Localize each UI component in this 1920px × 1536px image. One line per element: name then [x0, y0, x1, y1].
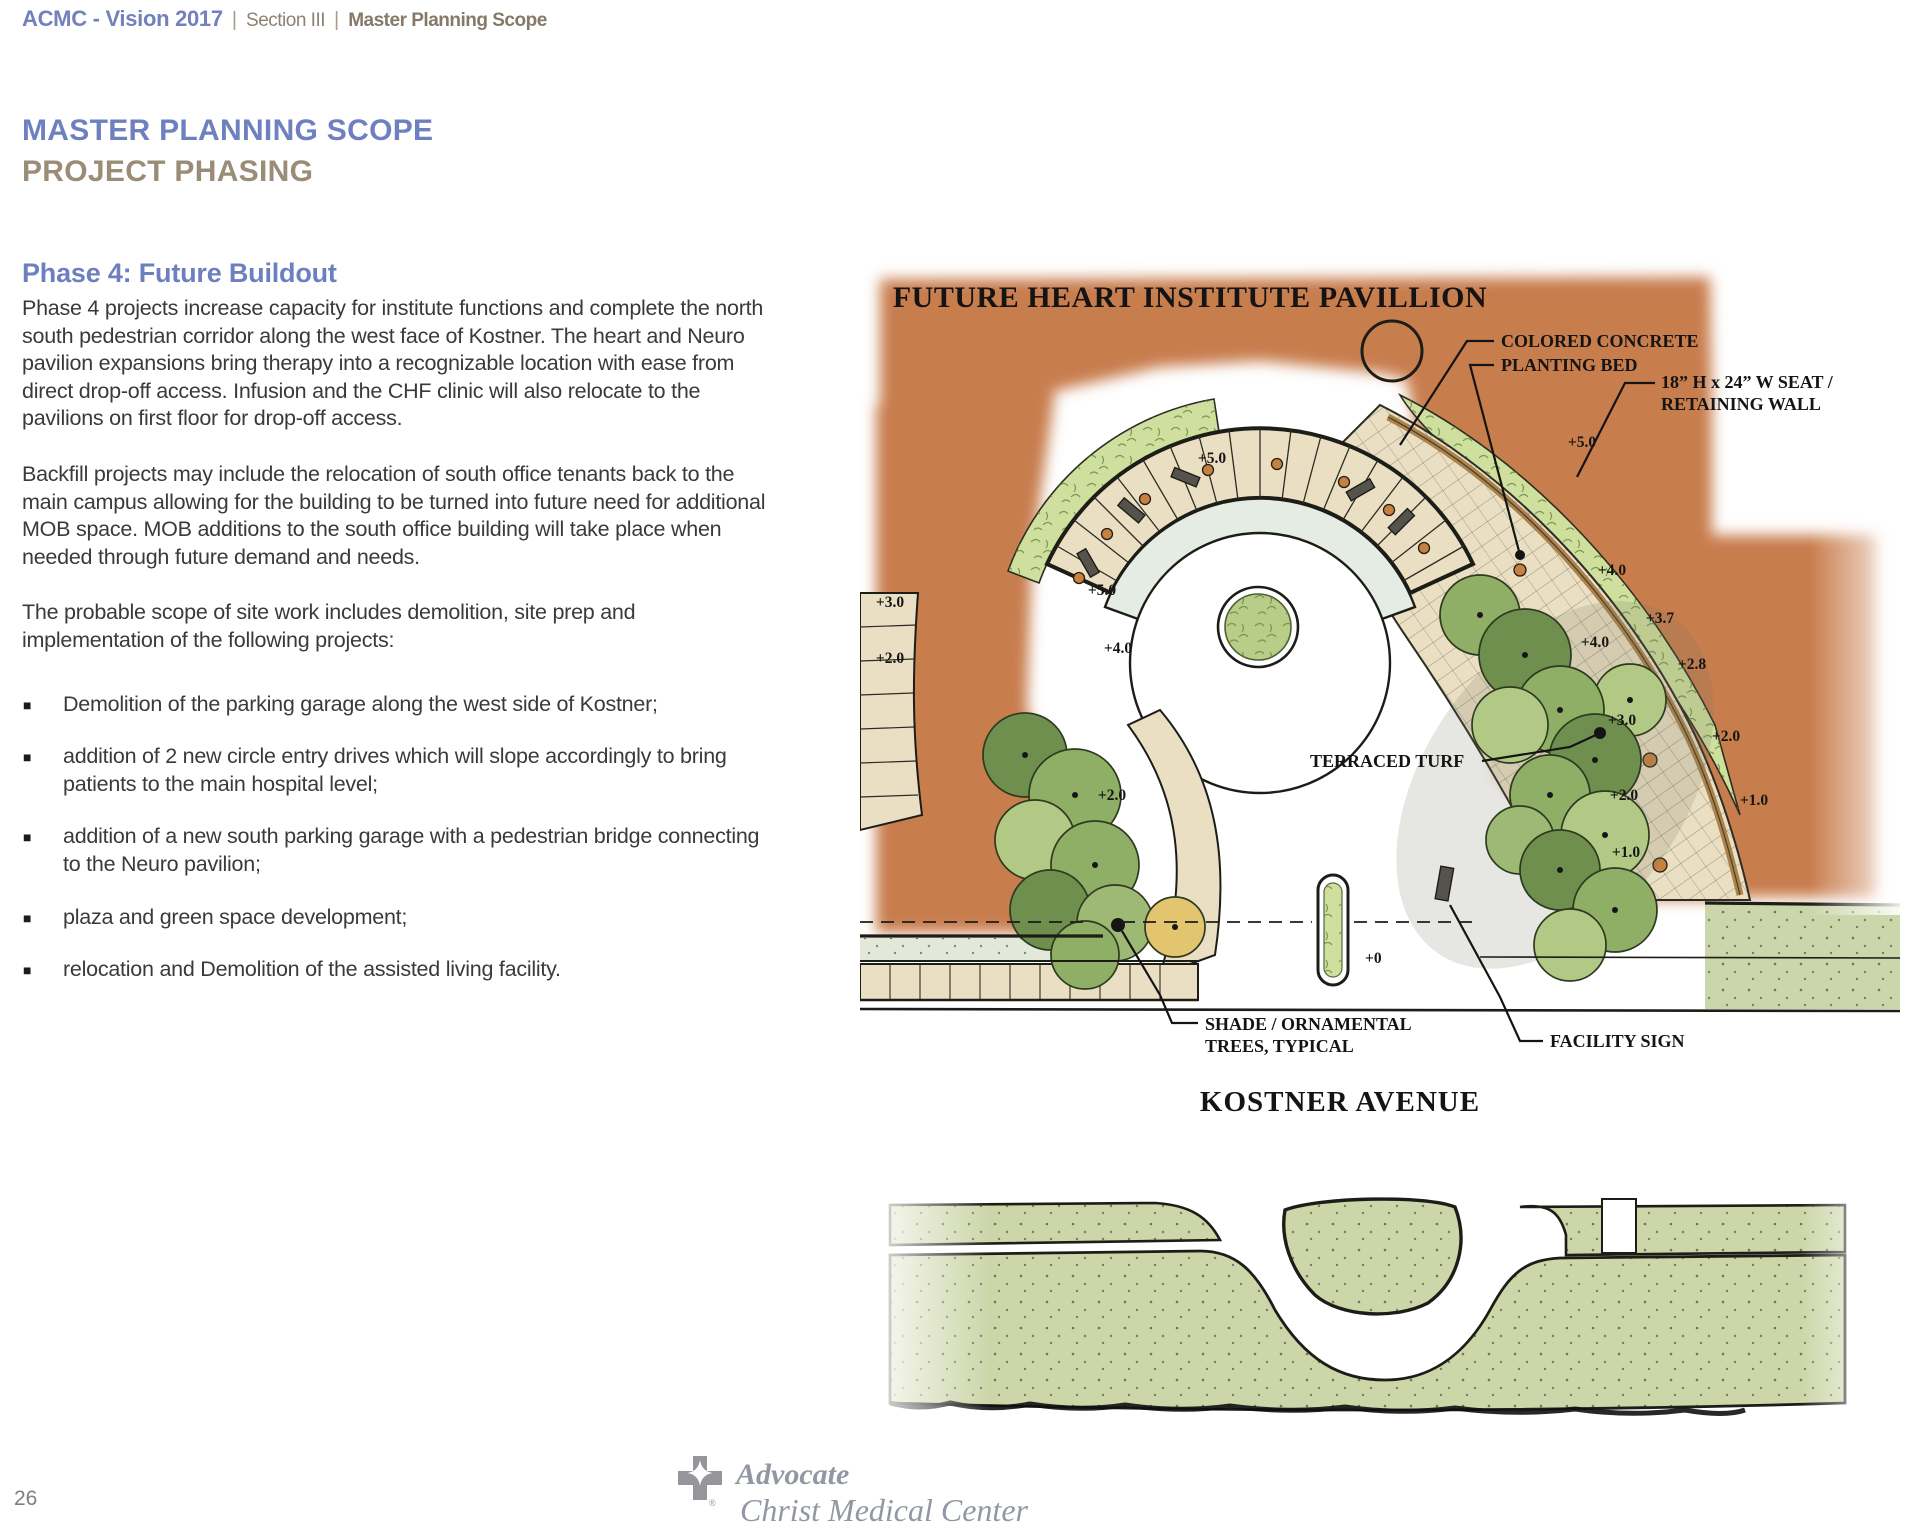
- elevation-label: +1.0: [1739, 792, 1769, 809]
- bullet-text: relocation and Demolition of the assisted living facility.: [63, 957, 561, 982]
- breadcrumb-separator: |: [334, 9, 340, 31]
- elevation-label: +5.0: [1087, 582, 1117, 599]
- plan-section-sketch: [860, 1185, 1900, 1435]
- label-facility-sign: FACILITY SIGN: [1550, 1031, 1685, 1051]
- label-shade-trees-line1: SHADE / ORNAMENTAL: [1205, 1014, 1412, 1034]
- label-terraced-turf: TERRACED TURF: [1310, 751, 1465, 771]
- logo-line-advocate: Advocate: [736, 1458, 850, 1491]
- bullet-marker: ■: [23, 829, 32, 846]
- page-number: 26: [14, 1487, 38, 1510]
- scope-bullet-list: [22, 691, 778, 984]
- bullet-text: addition of a new south parking garage with a pedestrian bridge connecting to the Neuro pavilion;: [63, 824, 760, 876]
- list-item: [22, 904, 778, 932]
- body-copy: [22, 258, 778, 1009]
- elevation-label: +2.0: [875, 650, 905, 667]
- page-title: MASTER PLANNING SCOPE: [22, 114, 434, 147]
- logo-text: [736, 1452, 1028, 1526]
- list-item: [22, 743, 778, 798]
- elevation-label: +2.0: [1711, 728, 1741, 745]
- paragraph-1: Phase 4 projects increase capacity for institute functions and complete the north south pedestrian corridor along the west face of Kostner. The heart and Neuro pavilion expansions bring therapy into a recognizable location with ease from direct drop-off access. Infusion and the CHF clinic will also relocate to the pavilions on first floor for drop-off access.: [22, 296, 764, 431]
- elevation-label: +2.0: [1097, 787, 1127, 804]
- page-subtitle: PROJECT PHASING: [22, 155, 314, 188]
- street-label: KOSTNER AVENUE: [1199, 1086, 1481, 1118]
- label-seat-wall-line1: 18” H x 24” W SEAT /: [1661, 372, 1833, 392]
- page-titles: [22, 116, 433, 187]
- breadcrumb: [22, 6, 547, 32]
- registered-mark: ®: [709, 1498, 716, 1508]
- bullet-marker: ■: [23, 962, 32, 979]
- elevation-label: +2.8: [1677, 656, 1707, 673]
- list-item: [22, 691, 778, 719]
- advocate-logo: [676, 1452, 1028, 1526]
- bullet-text: addition of 2 new circle entry drives which will slope accordingly to bring patients to the main hospital level;: [63, 744, 727, 796]
- paragraph-2: Backfill projects may include the relocation of south office tenants back to the main campus allowing for the building to be turned into future need for additional MOB space. MOB additions to the south office building will take place when needed through future demand and needs.: [22, 461, 766, 569]
- elevation-label: +1.0: [1611, 844, 1641, 861]
- doc-brand: ACMC - Vision 2017: [22, 6, 223, 31]
- elevation-label: +3.7: [1645, 610, 1675, 627]
- label-planting-bed: PLANTING BED: [1501, 355, 1638, 375]
- elevation-label: +2.0: [1609, 787, 1639, 804]
- bullet-text: plaza and green space development;: [63, 904, 408, 929]
- list-item: [22, 956, 778, 984]
- bullet-marker: ■: [23, 909, 32, 926]
- elevation-label: +5.0: [1197, 450, 1227, 467]
- plan-title: FUTURE HEART INSTITUTE PAVILLION: [892, 281, 1488, 314]
- elevation-label: +4.0: [1597, 562, 1627, 579]
- elevation-label: +0: [1365, 950, 1382, 967]
- elevation-label: +3.0: [875, 594, 905, 611]
- bullet-text: Demolition of the parking garage along the west side of Kostner;: [63, 691, 658, 716]
- doc-scope: Master Planning Scope: [348, 10, 547, 31]
- edge-fade: [1810, 375, 1910, 915]
- label-seat-wall-line2: RETAINING WALL: [1661, 394, 1821, 414]
- phase-heading: Phase 4: Future Buildout: [22, 258, 337, 288]
- breadcrumb-separator: |: [231, 9, 238, 31]
- plan-central-tree: [1218, 587, 1298, 667]
- paragraph-3: The probable scope of site work includes demolition, site prep and implementation of the following projects:: [22, 600, 636, 652]
- elevation-label: +3.0: [1607, 712, 1637, 729]
- bullet-marker: ■: [23, 749, 32, 766]
- site-plan-illustration: [860, 255, 1920, 1445]
- doc-section: Section III: [246, 10, 326, 31]
- plan-median: [1318, 875, 1348, 985]
- label-shade-trees-line2: TREES, TYPICAL: [1205, 1036, 1354, 1056]
- elevation-label: +5.0: [1567, 434, 1597, 451]
- list-item: [22, 823, 778, 878]
- bullet-marker: ■: [23, 696, 32, 713]
- advocate-cross-icon: [676, 1452, 728, 1512]
- logo-line-christ: Christ Medical Center: [740, 1492, 1028, 1528]
- label-colored-concrete: COLORED CONCRETE: [1501, 331, 1699, 351]
- elevation-label: +4.0: [1580, 634, 1610, 651]
- elevation-label: +4.0: [1103, 640, 1133, 657]
